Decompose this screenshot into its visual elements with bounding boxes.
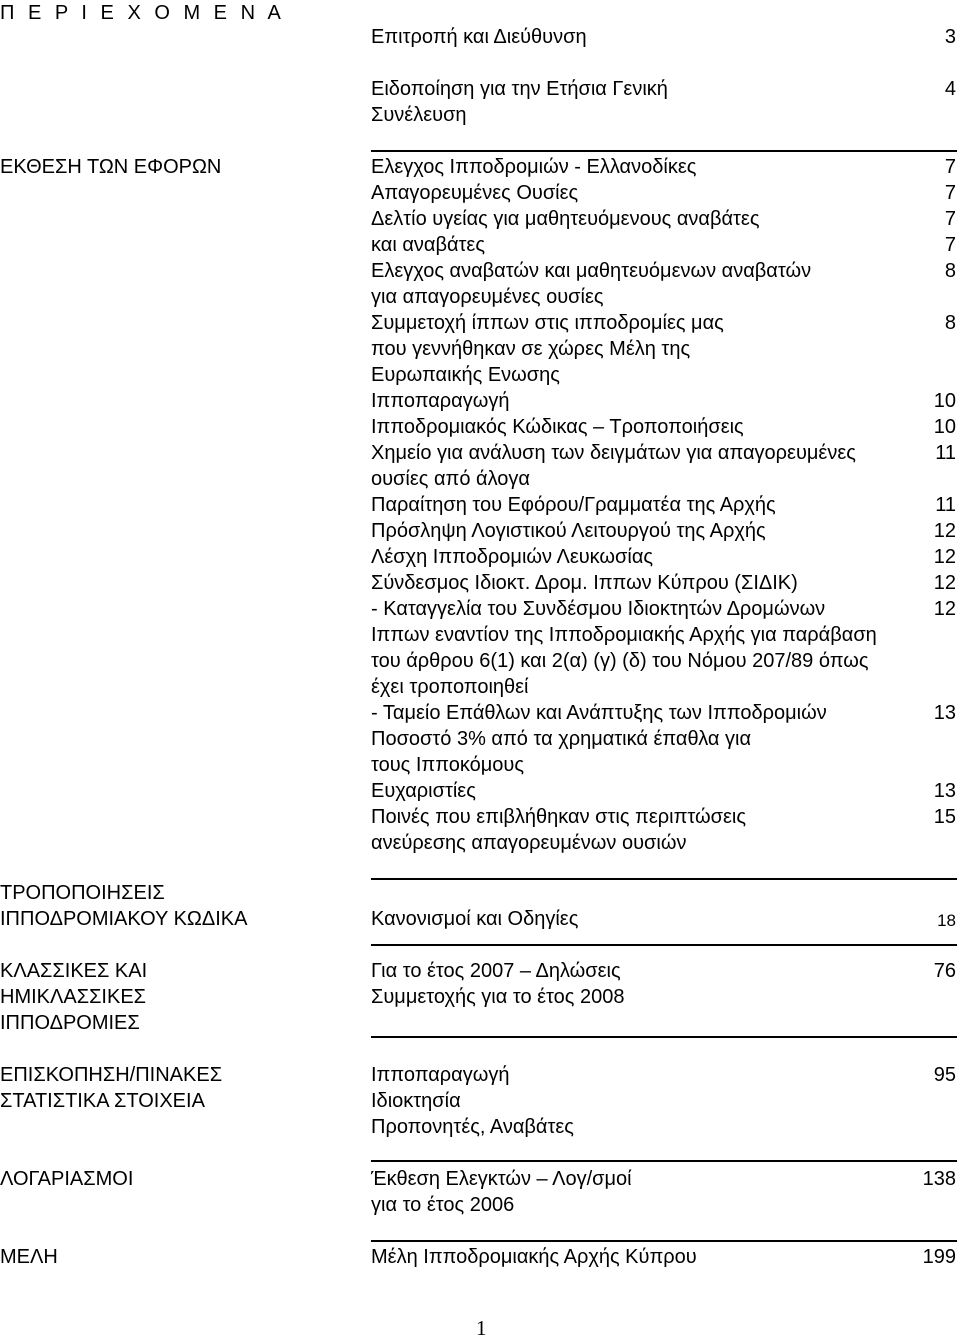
- page-number-ref: 199: [922, 1246, 956, 1268]
- divider-line: [371, 1240, 957, 1242]
- section-heading: ΙΠΠΟΔΡΟΜΙΕΣ: [0, 1012, 140, 1034]
- section-heading: ΛΟΓΑΡΙΑΣΜΟΙ: [0, 1168, 134, 1190]
- page-number-ref: 7: [944, 234, 956, 256]
- toc-entry-text: Για το έτος 2007 – Δηλώσεις: [371, 960, 621, 982]
- toc-entry-text: Σύνδεσμος Ιδιοκτ. Δρομ. Ιππων Κύπρου (ΣΙΔΙΚ): [371, 572, 798, 594]
- page-number-ref: 11: [935, 442, 956, 464]
- toc-entry-text: Ευχαριστίες: [371, 780, 476, 802]
- page-number-ref: 13: [933, 702, 956, 724]
- toc-entry-text: Ειδοποίηση για την Ετήσια Γενική: [371, 78, 668, 100]
- toc-entry-text: Ποσοστό 3% από τα χρηματικά έπαθλα για: [371, 728, 752, 750]
- page-number-ref: 7: [944, 208, 956, 230]
- divider-line: [371, 944, 957, 946]
- section-heading: ΕΚΘΕΣΗ ΤΩΝ ΕΦΟΡΩΝ: [0, 156, 222, 178]
- page-number-ref: 13: [933, 780, 956, 802]
- toc-entry-text: για το έτος 2006: [371, 1194, 515, 1216]
- toc-entry-text: - Καταγγελία του Συνδέσμου Ιδιοκτητών Δρομώνων: [371, 598, 826, 620]
- toc-entry-text: Ιδιοκτησία: [371, 1090, 461, 1112]
- page-number-ref: 76: [933, 960, 956, 982]
- toc-entry-text: Συνέλευση: [371, 104, 467, 126]
- toc-entry-text: Συμμετοχή ίππων στις ιπποδρομίες μας: [371, 312, 724, 334]
- footer-page-number: 1: [476, 1316, 487, 1340]
- section-heading: ΤΡΟΠΟΠΟΙΗΣΕΙΣ: [0, 882, 165, 904]
- page-number-ref: 8: [944, 260, 956, 282]
- page-number-ref: 8: [944, 312, 956, 334]
- toc-entry-text: Ιππων εναντίον της Ιπποδρομιακής Αρχής για παράβαση: [371, 624, 877, 646]
- toc-entry-text: Ευρωπαικής Ενωσης: [371, 364, 560, 386]
- toc-entry-text: Συμμετοχής για το έτος 2008: [371, 986, 625, 1008]
- contents-title: Π Ε Ρ Ι Ε Χ Ο Μ Ε Ν Α: [0, 2, 285, 24]
- toc-entry-text: Έκθεση Ελεγκτών – Λογ/σμοί: [371, 1168, 632, 1190]
- toc-entry-text: Απαγορευμένες Ουσίες: [371, 182, 579, 204]
- toc-entry-text: Χημείο για ανάλυση των δειγμάτων για απαγορευμένες: [371, 442, 856, 464]
- divider-line: [371, 1036, 957, 1038]
- toc-entry-text: Δελτίο υγείας για μαθητευόμενους αναβάτες: [371, 208, 760, 230]
- toc-entry-text: για απαγορευμένες ουσίες: [371, 286, 604, 308]
- section-heading: ΣΤΑΤΙΣΤΙΚΑ ΣΤΟΙΧΕΙΑ: [0, 1090, 205, 1112]
- toc-entry-text: ανεύρεσης απαγορευμένων ουσιών: [371, 832, 687, 854]
- toc-entry-text: Ελεγχος Ιπποδρομιών - Ελλανοδίκες: [371, 156, 697, 178]
- page-number-ref: 12: [933, 546, 956, 568]
- section-heading: ΜΕΛΗ: [0, 1246, 58, 1268]
- divider-line: [371, 878, 957, 880]
- toc-entry-text: που γεννήθηκαν σε χώρες Μέλη της: [371, 338, 691, 360]
- page-number-ref: 15: [933, 806, 956, 828]
- toc-entry-text: Προπονητές, Αναβάτες: [371, 1116, 574, 1138]
- page-number-ref: 10: [933, 416, 956, 438]
- page-number-ref: 138: [922, 1168, 956, 1190]
- toc-entry-text: Λέσχη Ιπποδρομιών Λευκωσίας: [371, 546, 654, 568]
- toc-entry-text: Ιπποδρομιακός Κώδικας – Τροποποιήσεις: [371, 416, 744, 438]
- toc-entry-text: και αναβάτες: [371, 234, 485, 256]
- section-heading: ΕΠΙΣΚΟΠΗΣΗ/ΠΙΝΑΚΕΣ: [0, 1064, 223, 1086]
- divider-line: [371, 1160, 957, 1162]
- toc-entry-text: Μέλη Ιπποδρομιακής Αρχής Κύπρου: [371, 1246, 697, 1268]
- page-number-ref: 4: [944, 78, 956, 100]
- toc-entry-text: Ιπποπαραγωγή: [371, 1064, 510, 1086]
- section-heading: ΗΜΙΚΛΑΣΣΙΚΕΣ: [0, 986, 147, 1008]
- toc-entry-text: ουσίες από άλογα: [371, 468, 530, 490]
- toc-entry-text: τους Ιπποκόμους: [371, 754, 524, 776]
- toc-entry-text: - Ταμείο Επάθλων και Ανάπτυξης των Ιπποδρομιών: [371, 702, 827, 724]
- toc-entry-text: Επιτροπή και Διεύθυνση: [371, 26, 587, 48]
- section-heading: ΚΛΑΣΣΙΚΕΣ ΚΑΙ: [0, 960, 148, 982]
- page-number-ref: 7: [944, 182, 956, 204]
- page-number-ref: 18: [937, 911, 956, 930]
- page-number-ref: 12: [933, 598, 956, 620]
- toc-entry-text: του άρθρου 6(1) και 2(α) (γ) (δ) του Νόμου 207/89 όπως: [371, 650, 869, 672]
- toc-entry-text: Κανονισμοί και Οδηγίες: [371, 908, 579, 930]
- page-number-ref: 3: [944, 26, 956, 48]
- page-number-ref: 12: [933, 520, 956, 542]
- toc-entry-text: Ιπποπαραγωγή: [371, 390, 510, 412]
- toc-entry-text: έχει τροποποιηθεί: [371, 676, 529, 698]
- toc-entry-text: Παραίτηση του Εφόρου/Γραμματέα της Αρχής: [371, 494, 776, 516]
- page-number-ref: 12: [933, 572, 956, 594]
- toc-entry-text: Ποινές που επιβλήθηκαν στις περιπτώσεις: [371, 806, 746, 828]
- page-number-ref: 11: [935, 494, 956, 516]
- page-number-ref: 10: [933, 390, 956, 412]
- toc-entry-text: Ελεγχος αναβατών και μαθητευόμενων αναβατών: [371, 260, 812, 282]
- page-number-ref: 95: [933, 1064, 956, 1086]
- section-heading: ΙΠΠΟΔΡΟΜΙΑΚΟΥ ΚΩΔΙΚΑ: [0, 908, 248, 930]
- page-number-ref: 7: [944, 156, 956, 178]
- toc-entry-text: Πρόσληψη Λογιστικού Λειτουργού της Αρχής: [371, 520, 766, 542]
- divider-line: [371, 150, 957, 152]
